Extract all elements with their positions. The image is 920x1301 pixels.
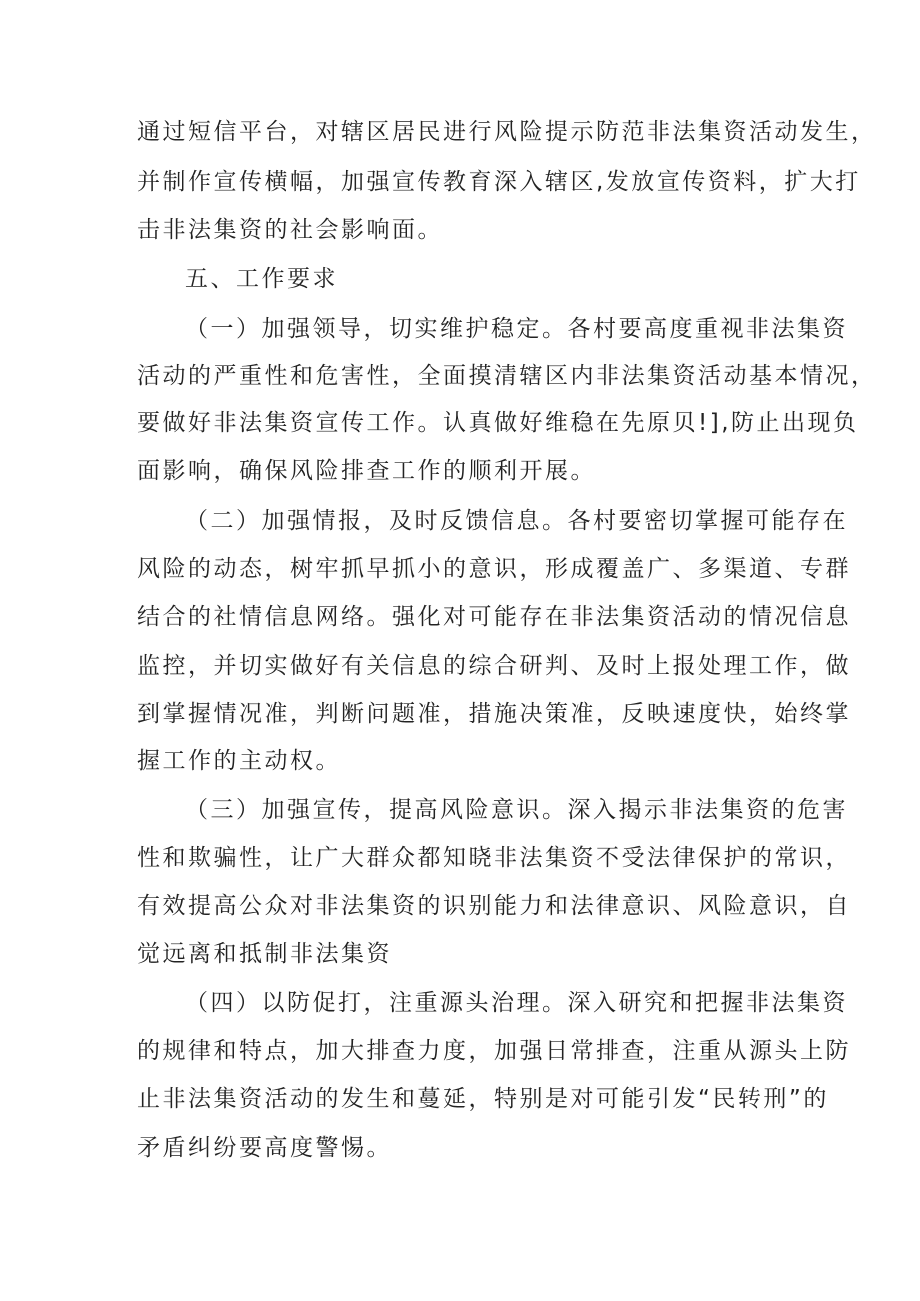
text-line: 矛盾纠纷要高度警惕。 <box>137 1135 392 1161</box>
text-line: 通过短信平台，对辖区居民进行风险提示防范非法集资活动发生， <box>137 119 877 145</box>
text-line: 到掌握情况准，判断问题准，措施决策准，反映速度快，始终掌 <box>137 701 851 727</box>
text-line: 击非法集资的社会影响面。 <box>137 217 443 243</box>
text-line: 觉远离和抵制非法集资 <box>137 941 392 967</box>
text-line: 监控，并切实做好有关信息的综合研判、及时上报处理工作，做 <box>137 653 851 679</box>
text-line: （二）加强情报，及时反馈信息。各村要密切掌握可能存在 <box>185 508 848 534</box>
text-line: （一）加强领导，切实维护稳定。各村要高度重视非法集资 <box>185 316 848 342</box>
text-line: 面影响，确保风险排查工作的顺利开展。 <box>137 458 596 484</box>
text-line: 并制作宣传横幅，加强宣传教育深入辖区,发放宣传资料，扩大打 <box>137 169 861 195</box>
text-line: 要做好非法集资宣传工作。认真做好维稳在先原贝!],防止出现负 <box>137 410 859 436</box>
text-line: 风险的动态，树牢抓早抓小的意识，形成覆盖广、多渠道、专群 <box>137 556 851 582</box>
text-line: （四）以防促打，注重源头治理。深入研究和把握非法集资 <box>185 990 848 1016</box>
text-line: （三）加强宣传，提高风险意识。深入揭示非法集资的危害 <box>185 797 848 823</box>
section-heading: 五、工作要求 <box>185 266 338 292</box>
text-line: 的规律和特点，加大排查力度，加强日常排查，注重从源头上防 <box>137 1038 851 1064</box>
text-line: 握工作的主动权。 <box>137 748 341 774</box>
text-line: 有效提高公众对非法集资的识别能力和法律意识、风险意识，自 <box>137 893 851 919</box>
text-line: 结合的社情信息网络。强化对可能存在非法集资活动的情况信息 <box>137 604 851 630</box>
text-line: 性和欺骗性，让广大群众都知晓非法集资不受法律保护的常识， <box>137 845 851 871</box>
text-line: 活动的严重性和危害性，全面摸清辖区内非法集资活动基本情况， <box>137 363 877 389</box>
text-line: 止非法集资活动的发生和蔓延，特别是对可能引发“民转刑”的 <box>137 1086 829 1112</box>
